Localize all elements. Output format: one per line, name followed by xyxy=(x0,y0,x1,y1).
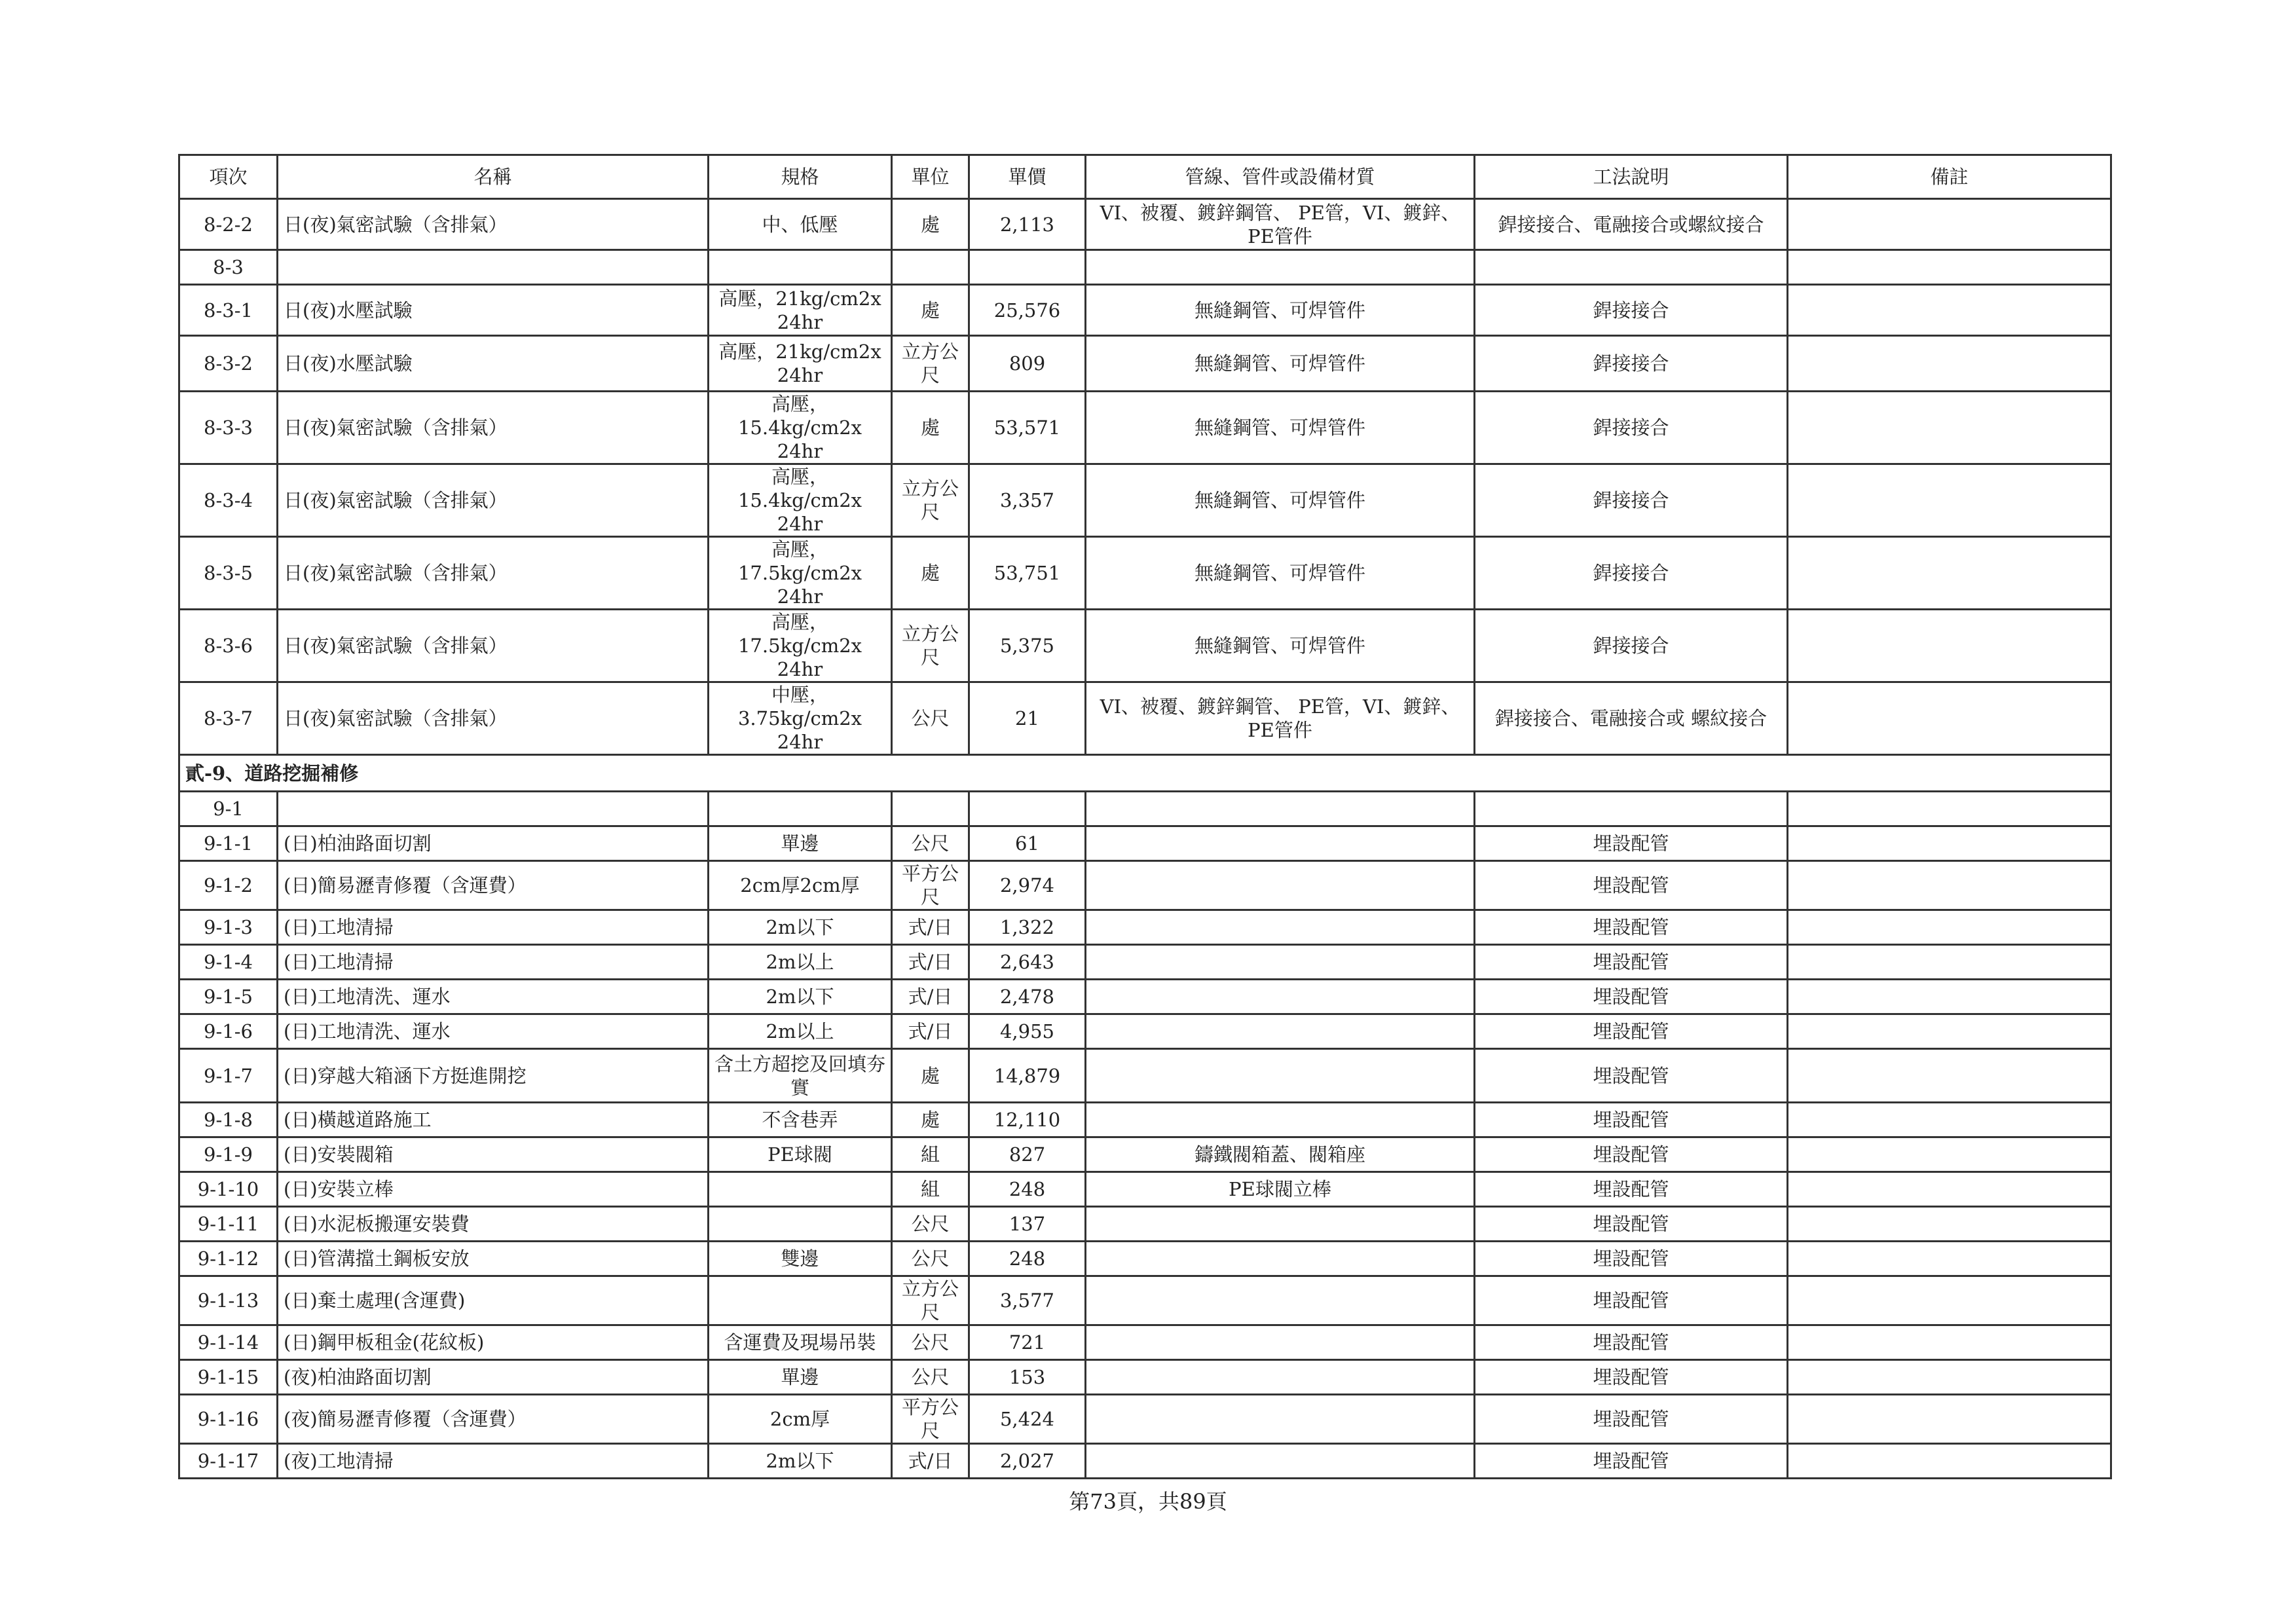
item-spec: 高壓，17.5kg/cm2x 24hr xyxy=(709,610,892,682)
item-material: 無縫鋼管、可焊管件 xyxy=(1086,537,1475,610)
table-row xyxy=(179,250,2111,285)
item-note xyxy=(1788,980,2111,1014)
item-unit: 平方公尺 xyxy=(892,1395,969,1444)
table-row xyxy=(179,1014,2111,1049)
item-unit: 公尺 xyxy=(892,1325,969,1360)
item-note xyxy=(1788,1325,2111,1360)
item-material: VI、被覆、鍍鋅鋼管、 PE管，VI、鍍鋅、PE管件 xyxy=(1086,199,1475,250)
item-unit: 組 xyxy=(892,1172,969,1207)
item-spec: 2m以上 xyxy=(709,945,892,980)
item-price: 5,375 xyxy=(969,610,1086,682)
item-name: 日(夜)氣密試驗（含排氣） xyxy=(278,610,709,682)
item-unit: 式/日 xyxy=(892,910,969,945)
item-unit: 處 xyxy=(892,285,969,336)
table-row xyxy=(179,1207,2111,1242)
item-no: 8-3-4 xyxy=(179,464,278,537)
item-name: (日)橫越道路施工 xyxy=(278,1103,709,1137)
item-unit: 式/日 xyxy=(892,1444,969,1479)
item-spec: 高壓，17.5kg/cm2x 24hr xyxy=(709,537,892,610)
table-row xyxy=(179,392,2111,464)
item-spec xyxy=(709,1207,892,1242)
item-spec: 中、低壓 xyxy=(709,199,892,250)
item-no: 8-3 xyxy=(179,250,278,285)
item-no: 9-1-5 xyxy=(179,980,278,1014)
item-method: 埋設配管 xyxy=(1475,1103,1788,1137)
table-row xyxy=(179,1444,2111,1479)
item-price: 2,643 xyxy=(969,945,1086,980)
table-row xyxy=(179,1325,2111,1360)
item-price: 721 xyxy=(969,1325,1086,1360)
item-name: (日)棄土處理(含運費) xyxy=(278,1276,709,1325)
item-unit: 平方公尺 xyxy=(892,861,969,910)
item-name: (夜)簡易瀝青修覆（含運費） xyxy=(278,1395,709,1444)
item-price: 2,027 xyxy=(969,1444,1086,1479)
item-method xyxy=(1475,792,1788,826)
item-material: 鑄鐵閥箱蓋、閥箱座 xyxy=(1086,1137,1475,1172)
item-material: 無縫鋼管、可焊管件 xyxy=(1086,392,1475,464)
item-name: (日)柏油路面切割 xyxy=(278,826,709,861)
item-note xyxy=(1788,861,2111,910)
item-method: 銲接接合 xyxy=(1475,610,1788,682)
item-note xyxy=(1788,250,2111,285)
header-item-no: 項次 xyxy=(179,155,278,199)
item-material xyxy=(1086,1014,1475,1049)
item-method: 銲接接合 xyxy=(1475,336,1788,392)
item-note xyxy=(1788,610,2111,682)
item-price xyxy=(969,792,1086,826)
item-name: (夜)柏油路面切割 xyxy=(278,1360,709,1395)
item-price: 5,424 xyxy=(969,1395,1086,1444)
item-method: 埋設配管 xyxy=(1475,1444,1788,1479)
item-method: 埋設配管 xyxy=(1475,1360,1788,1395)
table-header-row xyxy=(179,155,2111,199)
item-method: 銲接接合 xyxy=(1475,537,1788,610)
item-spec xyxy=(709,1172,892,1207)
item-material xyxy=(1086,1360,1475,1395)
item-method: 埋設配管 xyxy=(1475,910,1788,945)
item-no: 9-1-8 xyxy=(179,1103,278,1137)
item-no: 9-1-6 xyxy=(179,1014,278,1049)
item-method: 埋設配管 xyxy=(1475,1242,1788,1276)
item-price: 137 xyxy=(969,1207,1086,1242)
item-unit xyxy=(892,792,969,826)
item-spec: 2cm厚 xyxy=(709,1395,892,1444)
item-unit: 處 xyxy=(892,1103,969,1137)
item-unit: 公尺 xyxy=(892,1242,969,1276)
item-material: 無縫鋼管、可焊管件 xyxy=(1086,285,1475,336)
table-row xyxy=(179,285,2111,336)
item-unit: 立方公尺 xyxy=(892,1276,969,1325)
item-unit xyxy=(892,250,969,285)
item-note xyxy=(1788,336,2111,392)
item-price: 827 xyxy=(969,1137,1086,1172)
item-material xyxy=(1086,1207,1475,1242)
item-method: 埋設配管 xyxy=(1475,1395,1788,1444)
item-note xyxy=(1788,1207,2111,1242)
item-note xyxy=(1788,682,2111,755)
item-no: 9-1-12 xyxy=(179,1242,278,1276)
item-no: 8-3-5 xyxy=(179,537,278,610)
item-method: 埋設配管 xyxy=(1475,1207,1788,1242)
header-name: 名稱 xyxy=(278,155,709,199)
item-name: (夜)工地清掃 xyxy=(278,1444,709,1479)
item-no: 9-1-4 xyxy=(179,945,278,980)
section-title: 貳-9、道路挖掘補修 xyxy=(179,755,2111,792)
item-name: (日)水泥板搬運安裝費 xyxy=(278,1207,709,1242)
table-body xyxy=(179,199,2111,1479)
item-unit: 式/日 xyxy=(892,980,969,1014)
item-material xyxy=(1086,1395,1475,1444)
item-unit: 公尺 xyxy=(892,1360,969,1395)
item-material xyxy=(1086,1049,1475,1103)
item-spec: 高壓，15.4kg/cm2x 24hr xyxy=(709,392,892,464)
item-spec: 2m以下 xyxy=(709,980,892,1014)
item-no: 9-1-13 xyxy=(179,1276,278,1325)
table-row xyxy=(179,537,2111,610)
table-row xyxy=(179,1137,2111,1172)
item-material xyxy=(1086,1444,1475,1479)
item-unit: 式/日 xyxy=(892,1014,969,1049)
item-no: 9-1-15 xyxy=(179,1360,278,1395)
item-note xyxy=(1788,392,2111,464)
item-method: 埋設配管 xyxy=(1475,1276,1788,1325)
item-method: 銲接接合、電融接合或 螺紋接合 xyxy=(1475,682,1788,755)
item-name: 日(夜)氣密試驗（含排氣） xyxy=(278,537,709,610)
item-note xyxy=(1788,1444,2111,1479)
item-unit: 處 xyxy=(892,1049,969,1103)
item-name: (日)工地清洗、運水 xyxy=(278,1014,709,1049)
item-no: 9-1-2 xyxy=(179,861,278,910)
item-material xyxy=(1086,250,1475,285)
item-method: 銲接接合 xyxy=(1475,285,1788,336)
item-spec xyxy=(709,250,892,285)
item-name: (日)簡易瀝青修覆（含運費） xyxy=(278,861,709,910)
table-row xyxy=(179,199,2111,250)
item-note xyxy=(1788,1014,2111,1049)
item-unit: 處 xyxy=(892,537,969,610)
item-method: 埋設配管 xyxy=(1475,980,1788,1014)
table-row xyxy=(179,910,2111,945)
item-material xyxy=(1086,792,1475,826)
item-name: 日(夜)氣密試驗（含排氣） xyxy=(278,392,709,464)
item-price: 153 xyxy=(969,1360,1086,1395)
item-unit: 公尺 xyxy=(892,826,969,861)
item-price: 809 xyxy=(969,336,1086,392)
item-spec xyxy=(709,1276,892,1325)
item-spec: 含運費及現場吊裝 xyxy=(709,1325,892,1360)
item-price: 53,751 xyxy=(969,537,1086,610)
item-price: 3,357 xyxy=(969,464,1086,537)
item-method: 銲接接合 xyxy=(1475,464,1788,537)
item-spec: 高壓，15.4kg/cm2x 24hr xyxy=(709,464,892,537)
item-material xyxy=(1086,980,1475,1014)
item-name: 日(夜)水壓試驗 xyxy=(278,285,709,336)
item-price: 1,322 xyxy=(969,910,1086,945)
item-no: 9-1-14 xyxy=(179,1325,278,1360)
item-name: (日)工地清掃 xyxy=(278,910,709,945)
item-method xyxy=(1475,250,1788,285)
item-spec: 中壓，3.75kg/cm2x 24hr xyxy=(709,682,892,755)
item-name: (日)管溝擋土鋼板安放 xyxy=(278,1242,709,1276)
item-no: 9-1-7 xyxy=(179,1049,278,1103)
table-row xyxy=(179,464,2111,537)
section-row xyxy=(179,755,2111,792)
item-note xyxy=(1788,285,2111,336)
item-material xyxy=(1086,910,1475,945)
item-unit: 立方公尺 xyxy=(892,336,969,392)
item-unit: 組 xyxy=(892,1137,969,1172)
table-row xyxy=(179,1049,2111,1103)
item-method: 埋設配管 xyxy=(1475,945,1788,980)
item-method: 埋設配管 xyxy=(1475,861,1788,910)
item-name: (日)穿越大箱涵下方挺進開挖 xyxy=(278,1049,709,1103)
item-note xyxy=(1788,792,2111,826)
item-no: 9-1-16 xyxy=(179,1395,278,1444)
item-no: 8-2-2 xyxy=(179,199,278,250)
item-unit: 處 xyxy=(892,199,969,250)
item-unit: 公尺 xyxy=(892,682,969,755)
item-spec: 高壓，21kg/cm2x 24hr xyxy=(709,285,892,336)
item-no: 8-3-2 xyxy=(179,336,278,392)
item-name: (日)鋼甲板租金(花紋板) xyxy=(278,1325,709,1360)
item-price: 53,571 xyxy=(969,392,1086,464)
item-no: 8-3-6 xyxy=(179,610,278,682)
item-spec: 單邊 xyxy=(709,826,892,861)
item-note xyxy=(1788,537,2111,610)
page-number: 第73頁，共89頁 xyxy=(1069,1489,1227,1514)
item-no: 8-3-3 xyxy=(179,392,278,464)
item-material: 無縫鋼管、可焊管件 xyxy=(1086,464,1475,537)
header-unit: 單位 xyxy=(892,155,969,199)
item-material: PE球閥立棒 xyxy=(1086,1172,1475,1207)
table-row xyxy=(179,1103,2111,1137)
item-note xyxy=(1788,464,2111,537)
item-no: 9-1-1 xyxy=(179,826,278,861)
item-no: 9-1-3 xyxy=(179,910,278,945)
item-spec xyxy=(709,792,892,826)
item-price: 14,879 xyxy=(969,1049,1086,1103)
item-price: 21 xyxy=(969,682,1086,755)
item-no: 9-1-17 xyxy=(179,1444,278,1479)
item-note xyxy=(1788,1360,2111,1395)
table-row xyxy=(179,336,2111,392)
item-name: (日)工地清洗、運水 xyxy=(278,980,709,1014)
item-spec: 雙邊 xyxy=(709,1242,892,1276)
item-name: (日)安裝立棒 xyxy=(278,1172,709,1207)
item-price: 25,576 xyxy=(969,285,1086,336)
table-row xyxy=(179,682,2111,755)
table-row xyxy=(179,826,2111,861)
item-note xyxy=(1788,199,2111,250)
item-method: 埋設配管 xyxy=(1475,1325,1788,1360)
item-method: 埋設配管 xyxy=(1475,1014,1788,1049)
table-row xyxy=(179,1172,2111,1207)
item-material: VI、被覆、鍍鋅鋼管、 PE管，VI、鍍鋅、PE管件 xyxy=(1086,682,1475,755)
table-row xyxy=(179,1360,2111,1395)
item-note xyxy=(1788,910,2111,945)
item-price: 3,577 xyxy=(969,1276,1086,1325)
item-material: 無縫鋼管、可焊管件 xyxy=(1086,610,1475,682)
header-spec: 規格 xyxy=(709,155,892,199)
item-note xyxy=(1788,945,2111,980)
item-material: 無縫鋼管、可焊管件 xyxy=(1086,336,1475,392)
header-method: 工法說明 xyxy=(1475,155,1788,199)
item-spec: 不含巷弄 xyxy=(709,1103,892,1137)
item-spec: 高壓，21kg/cm2x 24hr xyxy=(709,336,892,392)
item-method: 埋設配管 xyxy=(1475,1172,1788,1207)
item-note xyxy=(1788,1242,2111,1276)
item-unit: 立方公尺 xyxy=(892,610,969,682)
item-no: 9-1 xyxy=(179,792,278,826)
item-note xyxy=(1788,1137,2111,1172)
item-spec: 單邊 xyxy=(709,1360,892,1395)
item-price: 2,974 xyxy=(969,861,1086,910)
table-row xyxy=(179,1276,2111,1325)
item-no: 8-3-1 xyxy=(179,285,278,336)
item-note xyxy=(1788,1395,2111,1444)
table-row xyxy=(179,792,2111,826)
item-note xyxy=(1788,826,2111,861)
header-material: 管線、管件或設備材質 xyxy=(1086,155,1475,199)
item-price: 248 xyxy=(969,1242,1086,1276)
item-price: 61 xyxy=(969,826,1086,861)
item-method: 埋設配管 xyxy=(1475,1049,1788,1103)
item-unit: 立方公尺 xyxy=(892,464,969,537)
item-material xyxy=(1086,945,1475,980)
item-no: 9-1-9 xyxy=(179,1137,278,1172)
item-name xyxy=(278,250,709,285)
item-name: (日)工地清掃 xyxy=(278,945,709,980)
item-method: 銲接接合、電融接合或螺紋接合 xyxy=(1475,199,1788,250)
item-note xyxy=(1788,1049,2111,1103)
header-unit-price: 單價 xyxy=(969,155,1086,199)
item-spec: PE球閥 xyxy=(709,1137,892,1172)
item-spec: 2m以下 xyxy=(709,1444,892,1479)
item-material xyxy=(1086,1276,1475,1325)
item-spec: 2m以下 xyxy=(709,910,892,945)
item-name: 日(夜)氣密試驗（含排氣） xyxy=(278,464,709,537)
item-price: 12,110 xyxy=(969,1103,1086,1137)
item-method: 銲接接合 xyxy=(1475,392,1788,464)
item-material xyxy=(1086,1242,1475,1276)
item-material xyxy=(1086,826,1475,861)
item-name xyxy=(278,792,709,826)
item-note xyxy=(1788,1103,2111,1137)
table-row xyxy=(179,1242,2111,1276)
item-price xyxy=(969,250,1086,285)
item-spec: 2m以上 xyxy=(709,1014,892,1049)
item-unit: 公尺 xyxy=(892,1207,969,1242)
item-no: 9-1-10 xyxy=(179,1172,278,1207)
item-material xyxy=(1086,1325,1475,1360)
item-no: 8-3-7 xyxy=(179,682,278,755)
table-row xyxy=(179,945,2111,980)
header-note: 備註 xyxy=(1788,155,2111,199)
item-note xyxy=(1788,1276,2111,1325)
item-no: 9-1-11 xyxy=(179,1207,278,1242)
item-spec: 2cm厚2cm厚 xyxy=(709,861,892,910)
item-name: (日)安裝閥箱 xyxy=(278,1137,709,1172)
item-price: 4,955 xyxy=(969,1014,1086,1049)
item-price: 2,478 xyxy=(969,980,1086,1014)
table-row xyxy=(179,1395,2111,1444)
table-row xyxy=(179,610,2111,682)
item-method: 埋設配管 xyxy=(1475,1137,1788,1172)
item-price: 248 xyxy=(969,1172,1086,1207)
item-note xyxy=(1788,1172,2111,1207)
item-material xyxy=(1086,1103,1475,1137)
item-name: 日(夜)水壓試驗 xyxy=(278,336,709,392)
item-method: 埋設配管 xyxy=(1475,826,1788,861)
item-name: 日(夜)氣密試驗（含排氣） xyxy=(278,682,709,755)
price-table xyxy=(178,154,2112,1479)
item-name: 日(夜)氣密試驗（含排氣） xyxy=(278,199,709,250)
table-row xyxy=(179,861,2111,910)
item-spec: 含土方超挖及回填夯實 xyxy=(709,1049,892,1103)
item-material xyxy=(1086,861,1475,910)
table-row xyxy=(179,980,2111,1014)
item-unit: 式/日 xyxy=(892,945,969,980)
item-unit: 處 xyxy=(892,392,969,464)
item-price: 2,113 xyxy=(969,199,1086,250)
